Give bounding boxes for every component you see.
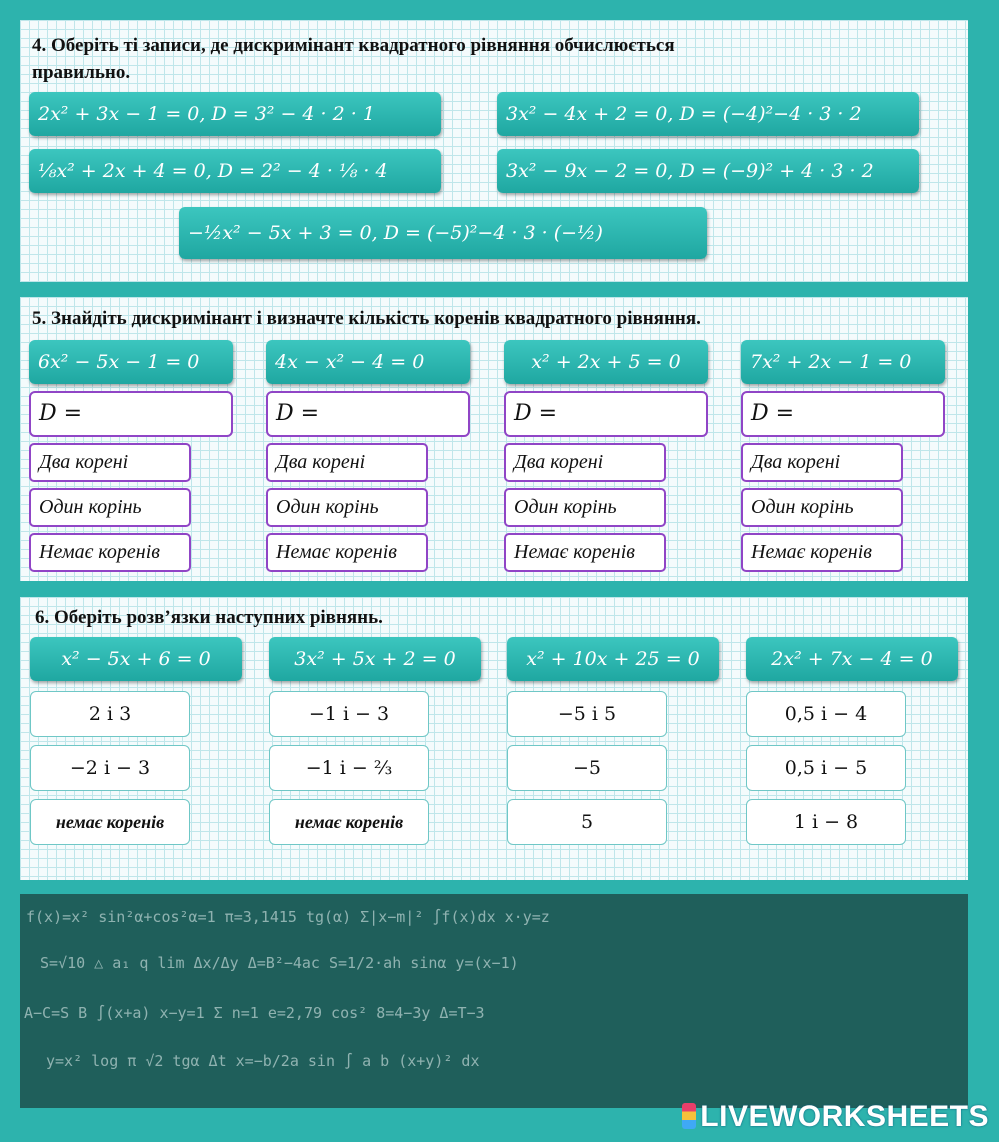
- q6-answer-1-1[interactable]: 2 і 3: [30, 691, 190, 737]
- liveworksheets-logo: [682, 1100, 989, 1134]
- question-4-title-line2: правильно.: [32, 62, 131, 83]
- q5-option-no-roots-1[interactable]: Немає коренів: [29, 533, 191, 572]
- q5-option-two-roots-3[interactable]: Два корені: [504, 443, 666, 482]
- q6-answer-4-3[interactable]: 1 і − 8: [746, 799, 906, 845]
- q6-equation-1: x² − 5x + 6 = 0: [30, 637, 242, 681]
- chalk-formula-line-1: f(x)=x² sin²α+cos²α=1 π=3,1415 tg(α) Σ|x−m|² ∫f(x)dx x·y=z: [26, 908, 550, 926]
- q6-equation-4: 2x² + 7x − 4 = 0: [746, 637, 958, 681]
- q6-answer-2-2[interactable]: −1 і − ⅔: [269, 745, 429, 791]
- q6-answer-3-2[interactable]: −5: [507, 745, 667, 791]
- q4-option-5[interactable]: −½x² − 5x + 3 = 0, D = (−5)²−4 · 3 · (−½): [179, 207, 707, 259]
- q6-answer-3-1[interactable]: −5 і 5: [507, 691, 667, 737]
- question-4-panel: [20, 20, 968, 282]
- q5-equation-3: x² + 2x + 5 = 0: [504, 340, 708, 384]
- q5-discriminant-input-3[interactable]: D =: [504, 391, 708, 437]
- q6-answer-1-3[interactable]: немає коренів: [30, 799, 190, 845]
- q5-equation-1: 6x² − 5x − 1 = 0: [29, 340, 233, 384]
- chalkboard-banner: [20, 894, 968, 1108]
- q6-answer-3-3[interactable]: 5: [507, 799, 667, 845]
- q5-option-one-root-3[interactable]: Один корінь: [504, 488, 666, 527]
- q6-answer-4-2[interactable]: 0,5 і − 5: [746, 745, 906, 791]
- q5-option-two-roots-4[interactable]: Два корені: [741, 443, 903, 482]
- q5-option-one-root-2[interactable]: Один корінь: [266, 488, 428, 527]
- question-5-title: 5. Знайдіть дискримінант і визначте кількість коренів квадратного рівняння.: [32, 308, 701, 329]
- q6-answer-2-1[interactable]: −1 і − 3: [269, 691, 429, 737]
- q4-option-4[interactable]: 3x² − 9x − 2 = 0, D = (−9)² + 4 · 3 · 2: [497, 149, 919, 193]
- q5-equation-2: 4x − x² − 4 = 0: [266, 340, 470, 384]
- question-4-title-line1: 4. Оберіть ті записи, де дискримінант квадратного рівняння обчислюється: [32, 35, 675, 56]
- chalk-formula-line-4: y=x² log π √2 tgα Δt x=−b/2a sin ∫ a b (x+y)² dx: [46, 1052, 480, 1070]
- q6-answer-2-3[interactable]: немає коренів: [269, 799, 429, 845]
- q6-equation-3: x² + 10x + 25 = 0: [507, 637, 719, 681]
- chalk-formula-line-2: S=√10 △ a₁ q lim Δx/Δy Δ=B²−4ac S=1/2·ah sinα y=(x−1): [40, 954, 519, 972]
- q5-option-two-roots-1[interactable]: Два корені: [29, 443, 191, 482]
- liveworksheets-badge-icon: [682, 1103, 696, 1129]
- q5-option-no-roots-4[interactable]: Немає коренів: [741, 533, 903, 572]
- q5-discriminant-input-4[interactable]: D =: [741, 391, 945, 437]
- question-4-title: [32, 32, 675, 86]
- q5-discriminant-input-1[interactable]: D =: [29, 391, 233, 437]
- q4-option-3[interactable]: ⅛x² + 2x + 4 = 0, D = 2² − 4 · ⅛ · 4: [29, 149, 441, 193]
- q6-answer-4-1[interactable]: 0,5 і − 4: [746, 691, 906, 737]
- question-6-title: 6. Оберіть розв’язки наступних рівнянь.: [35, 607, 383, 628]
- q5-equation-4: 7x² + 2x − 1 = 0: [741, 340, 945, 384]
- q5-option-one-root-1[interactable]: Один корінь: [29, 488, 191, 527]
- q5-option-no-roots-3[interactable]: Немає коренів: [504, 533, 666, 572]
- q6-equation-2: 3x² + 5x + 2 = 0: [269, 637, 481, 681]
- q5-option-no-roots-2[interactable]: Немає коренів: [266, 533, 428, 572]
- q6-answer-1-2[interactable]: −2 і − 3: [30, 745, 190, 791]
- question-6-panel: [20, 597, 968, 880]
- q5-discriminant-input-2[interactable]: D =: [266, 391, 470, 437]
- q4-option-2[interactable]: 3x² − 4x + 2 = 0, D = (−4)²−4 · 3 · 2: [497, 92, 919, 136]
- q4-option-1[interactable]: 2x² + 3x − 1 = 0, D = 3² − 4 · 2 · 1: [29, 92, 441, 136]
- logo-text: LIVEWORKSHEETS: [700, 1100, 989, 1133]
- q5-option-one-root-4[interactable]: Один корінь: [741, 488, 903, 527]
- q5-option-two-roots-2[interactable]: Два корені: [266, 443, 428, 482]
- chalk-formula-line-3: A−C=S B ∫(x+a) x−y=1 Σ n=1 e=2,79 cos² 8=4−3y Δ=T−3: [24, 1004, 485, 1022]
- question-5-panel: [20, 297, 968, 581]
